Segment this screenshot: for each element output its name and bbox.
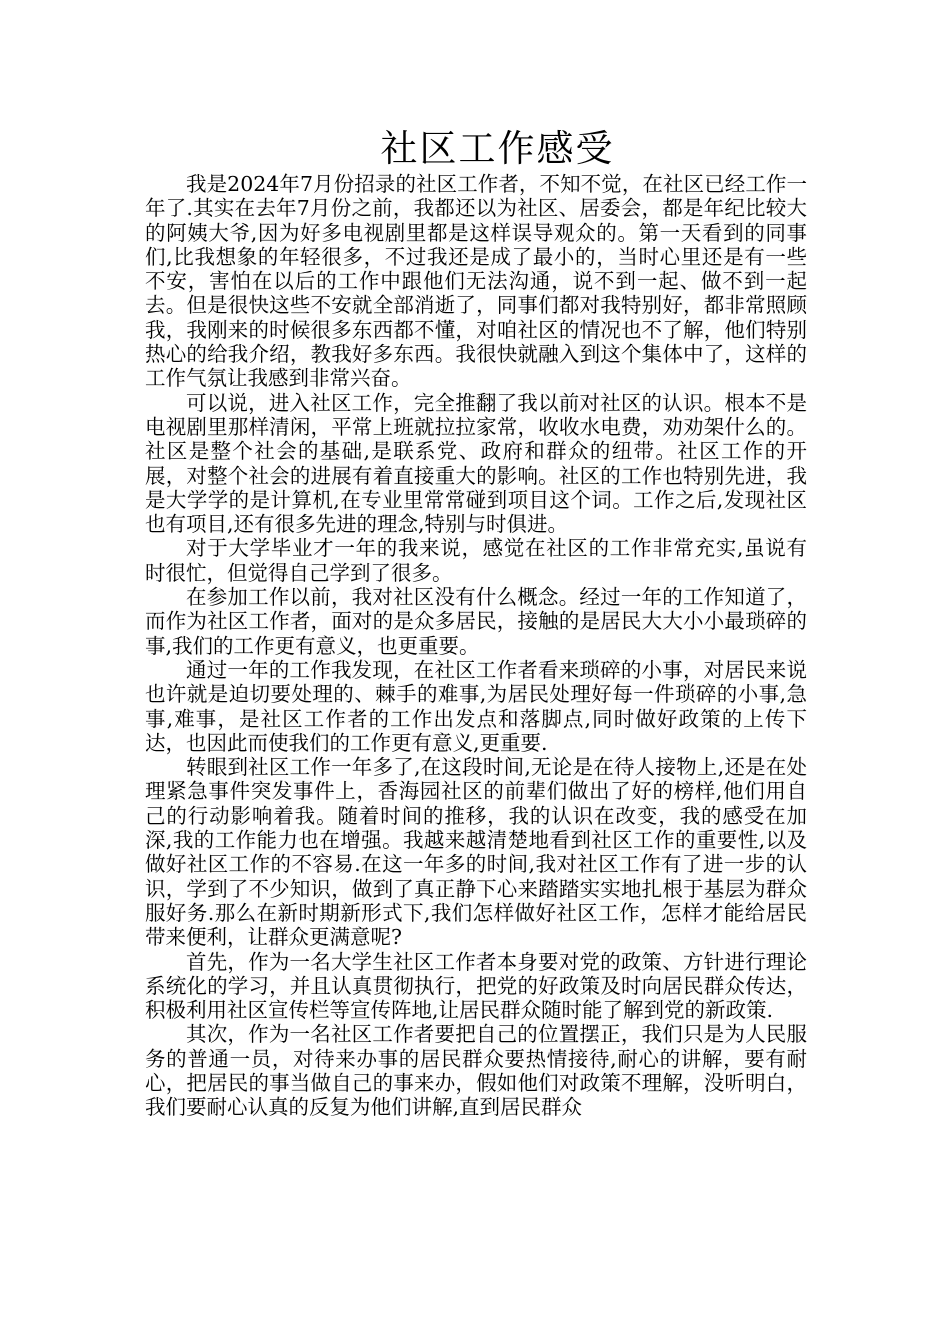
- paragraph: 可以说，进入社区工作，完全推翻了我以前对社区的认识。根本不是电视剧里那样清闲，平常上班就拉拉家常，收收水电费，劝劝架什么的。社区是整个社会的基础,是联系党、政府和群众的纽带。社区工作的开展，对整个社会的进展有着直接重大的影响。社区的工作也特别先进，我是大学学的是计算机,在专业里常常碰到项目这个词。工作之后,发现社区也有项目,还有很多先进的理念,特别与时俱进。: [145, 390, 807, 537]
- paragraph: 其次，作为一名社区工作者要把自己的位置摆正，我们只是为人民服务的普通一员，对待来办事的居民群众要热情接待,耐心的讲解，要有耐心，把居民的事当做自己的事来办，假如他们对政策不理解，没听明白，我们要耐心认真的反复为他们讲解,直到居民群众: [145, 1022, 807, 1120]
- paragraph: 对于大学毕业才一年的我来说，感觉在社区的工作非常充实,虽说有时很忙，但觉得自己学到了很多。: [145, 536, 807, 585]
- paragraph: 首先，作为一名大学生社区工作者本身要对党的政策、方针进行理论系统化的学习，并且认真贯彻执行，把党的好政策及时向居民群众传达，积极利用社区宣传栏等宣传阵地,让居民群众随时能了解到党的新政策.: [145, 949, 807, 1023]
- paragraph: 转眼到社区工作一年多了,在这段时间,无论是在待人接物上,还是在处理紧急事件突发事件上，香海园社区的前辈们做出了好的榜样,他们用自己的行动影响着我。随着时间的推移，我的认识在改变，我的感受在加深,我的工作能力也在增强。我越来越清楚地看到社区工作的重要性,以及做好社区工作的不容易.在这一年多的时间,我对社区工作有了进一步的认识，学到了不少知识，做到了真正静下心来踏踏实实地扎根于基层为群众服好务.那么在新时期新形式下,我们怎样做好社区工作，怎样才能给居民带来便利，让群众更满意呢?: [145, 755, 807, 950]
- document-title: 社区工作感受: [380, 127, 615, 170]
- paragraph: 通过一年的工作我发现，在社区工作者看来琐碎的小事，对居民来说也许就是迫切要处理的、棘手的难事,为居民处理好每一件琐碎的小事,急事,难事，是社区工作者的工作出发点和落脚点,同时做好政策的上传下达，也因此而使我们的工作更有意义,更重要.: [145, 657, 807, 755]
- document-body: [145, 172, 807, 1120]
- paragraph: 我是2024年7月份招录的社区工作者，不知不觉，在社区已经工作一年了.其实在去年7月份之前，我都还以为社区、居委会，都是年纪比较大的阿姨大爷,因为好多电视剧里都是这样误导观众的。第一天看到的同事们,比我想象的年轻很多，不过我还是成了最小的，当时心里还是有一些不安，害怕在以后的工作中跟他们无法沟通，说不到一起、做不到一起去。但是很快这些不安就全部消逝了，同事们都对我特别好，都非常照顾我，我刚来的时候很多东西都不懂，对咱社区的情况也不了解，他们特别热心的给我介绍，教我好多东西。我很快就融入到这个集体中了，这样的工作气氛让我感到非常兴奋。: [145, 172, 807, 391]
- paragraph: 在参加工作以前，我对社区没有什么概念。经过一年的工作知道了，而作为社区工作者，面对的是众多居民，接触的是居民大大小小最琐碎的事,我们的工作更有意义，也更重要。: [145, 585, 807, 658]
